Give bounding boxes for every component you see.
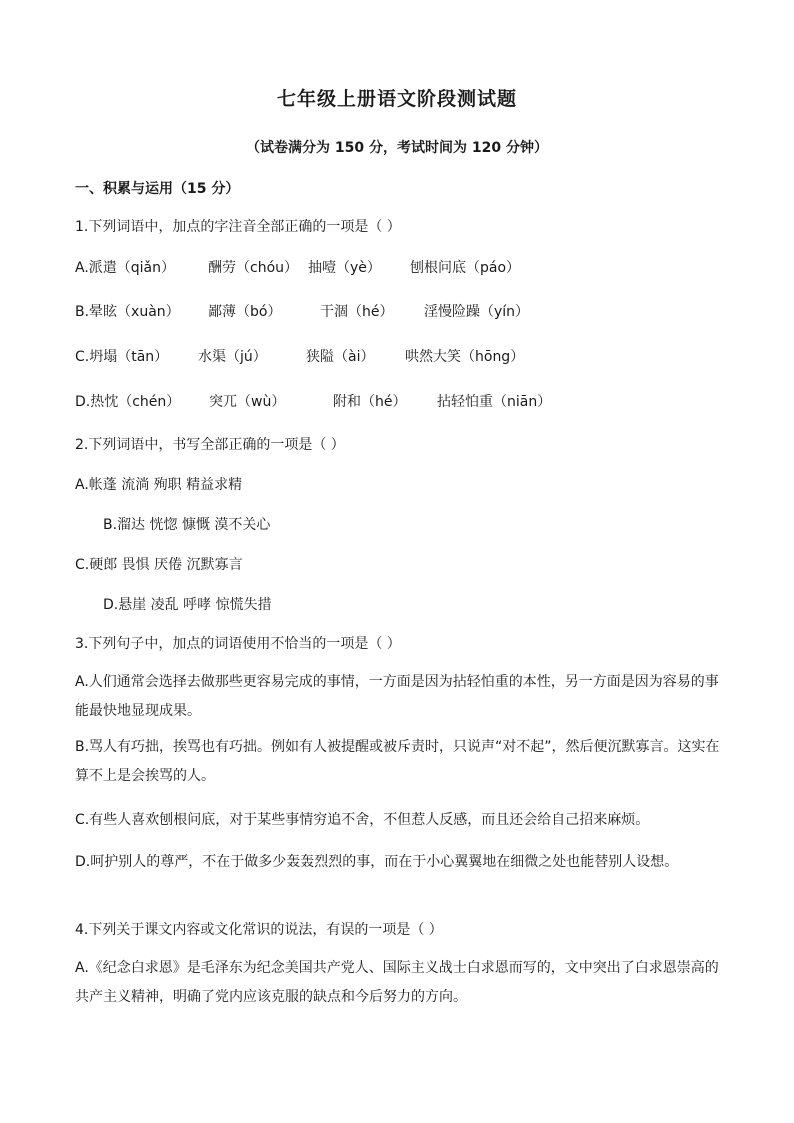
q1-b-2: 鄙薄（bó） (208, 304, 282, 320)
q4-option-a: A.《纪念白求恩》是毛泽东为纪念美国共产党人、国际主义战士白求恩而写的，文中突出了白求恩崇高的共产主义精神，明确了党内应该克服的缺点和今后努力的方向。 (75, 960, 719, 1005)
q1-c-2: 水渠（jú） (198, 349, 267, 365)
q2-option-b: B.溜达 恍惚 慷慨 漠不关心 (103, 517, 271, 533)
q1-stem: 1.下列词语中，加点的字注音全部正确的一项是（ ） (75, 219, 401, 235)
q3-option-b: B.骂人有巧拙，挨骂也有巧拙。例如有人被提醒或被斥责时，只说声“对不起”，然后便沉默寡言。这实在算不上是会挨骂的人。 (75, 739, 720, 784)
q1-b-1: B.晕眩（xuàn） (75, 304, 180, 320)
q1-option-a (75, 257, 520, 277)
q3-stem: 3.下列句子中，加点的词语使用不恰当的一项是（ ） (75, 636, 401, 652)
q1-a-4: 刨根问底（páo） (410, 260, 521, 276)
q3-option-d: D.呵护别人的尊严，不在于做多少轰轰烈烈的事，而在于小心翼翼地在细微之处也能替别人设想。 (75, 854, 679, 870)
q1-b-4: 淫慢险躁（yín） (424, 304, 530, 320)
q1-option-b (75, 301, 529, 321)
exam-title: 七年级上册语文阶段测试题 (276, 88, 517, 110)
q1-d-3: 附和（hé） (333, 394, 407, 410)
q2-stem: 2.下列词语中，书写全部正确的一项是（ ） (75, 437, 345, 453)
q1-c-3: 狭隘（ài） (306, 349, 375, 365)
q1-d-2: 突兀（wù） (209, 394, 286, 410)
q1-option-c (75, 346, 524, 366)
q2-option-a: A.帐蓬 流淌 殉职 精益求精 (75, 477, 243, 493)
q1-d-4: 拈轻怕重（niān） (437, 394, 552, 410)
q1-a-3: 抽噎（yè） (308, 260, 381, 276)
q1-a-2: 酬劳（chóu） (208, 260, 299, 276)
exam-subtitle: （试卷满分为 150 分，考试时间为 120 分钟） (246, 140, 548, 156)
q1-option-d (75, 391, 551, 411)
section-heading: 一、积累与运用（15 分） (75, 181, 240, 197)
q2-option-c: C.硬郎 畏惧 厌倦 沉默寡言 (75, 557, 243, 573)
q1-d-1: D.热忱（chén） (75, 394, 181, 410)
q2-option-d: D.悬崖 凌乱 呼哮 惊慌失措 (103, 597, 272, 613)
q1-c-1: C.坍塌（tān） (75, 349, 169, 365)
q1-a-1: A.派遣（qiǎn） (75, 260, 176, 276)
q1-b-3: 干涸（hé） (320, 304, 394, 320)
q4-stem: 4.下列关于课文内容或文化常识的说法，有误的一项是（ ） (75, 922, 443, 938)
q3-option-a: A.人们通常会选择去做那些更容易完成的事情，一方面是因为拈轻怕重的本性，另一方面是因为容易的事能最快地显现成果。 (75, 674, 719, 719)
q1-c-4: 哄然大笑（hōng） (405, 349, 525, 365)
q3-option-c: C.有些人喜欢刨根问底，对于某些事情穷追不舍，不但惹人反感，而且还会给自己招来麻烦。 (75, 812, 650, 828)
